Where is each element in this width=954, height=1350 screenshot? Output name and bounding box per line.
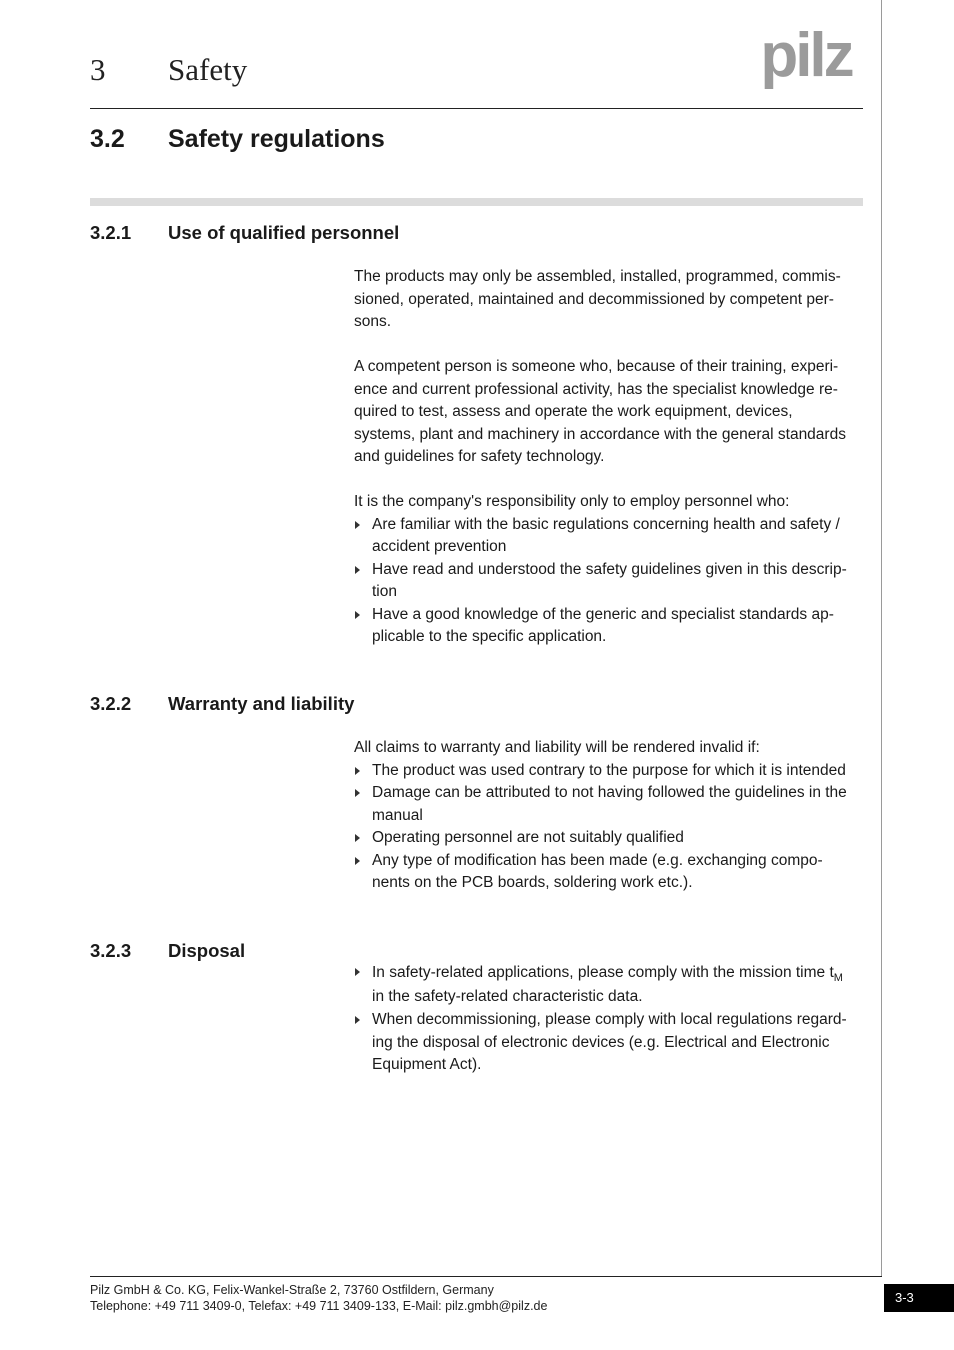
subsection-body-disposal [354,961,866,1077]
subsection-number: 3.2.3 [90,940,132,961]
subsection-title: Warranty and liability [168,693,355,714]
list-item: Damage can be attributed to not having followed the guidelines in the manual [354,782,866,827]
triangle-bullet-icon [355,834,360,842]
list-item: Have a good knowledge of the generic and specialist standards ap- plicable to the specific application. [354,604,866,649]
paragraph: All claims to warranty and liability will be rendered invalid if: [354,739,760,756]
list-item: Are familiar with the basic regulations concerning health and safety / accident prevention [354,514,866,559]
triangle-bullet-icon [355,767,360,775]
triangle-bullet-icon [355,1016,360,1024]
subsection-title: Disposal [168,940,246,961]
chapter-title: Safety [168,52,248,87]
list-item: Have read and understood the safety guidelines given in this descrip- tion [354,559,866,604]
triangle-bullet-icon [355,857,360,865]
list-item: In safety-related applications, please comply with the mission time $t_M$ in the safety-related characteristic data. [354,961,866,1009]
footer-contact: Telephone: +49 711 3409-0, Telefax: +49 711 3409-133, E-Mail: pilz.gmbh@pilz.de [90,1299,548,1313]
triangle-bullet-icon [355,611,360,619]
list-item: Operating personnel are not suitably qualified [354,827,866,850]
subsection-title: Use of qualified personnel [168,222,400,243]
page-edge-rule [881,0,882,1276]
subscript-m: M [833,972,843,984]
page-number: 3-3 [884,1284,954,1312]
subsection-number: 3.2.1 [90,222,132,243]
subsection-number: 3.2.2 [90,693,132,714]
logo-text: pilz [760,26,852,90]
paragraph: A competent person is someone who, because of their training, experi- ence and current professional activity, has the specialist knowledge re- quired to test, assess and operate the work equipment, devices, systems, plant and machinery in accordance with the general standards and guidelines for safety technology. [354,358,846,465]
triangle-bullet-icon [355,968,360,976]
list-item: Any type of modification has been made (e.g. exchanging compo- nents on the PCB boards, soldering work etc.). [354,850,866,895]
triangle-bullet-icon [355,521,360,529]
paragraph: It is the company's responsibility only to employ personnel who: [354,493,790,510]
header-rule [90,108,863,109]
footer-rule [90,1276,882,1277]
pilz-logo [748,26,864,94]
footer-address: Pilz GmbH & Co. KG, Felix-Wankel-Straße 2, 73760 Ostfildern, Germany [90,1283,494,1297]
section-number: 3.2 [90,125,125,153]
chapter-number: 3 [90,52,106,87]
triangle-bullet-icon [355,566,360,574]
subsection-body-warranty [354,737,866,895]
section-divider [90,198,863,206]
list-item: The product was used contrary to the purpose for which it is intended [354,760,866,783]
list-item: When decommissioning, please comply with local regulations regard- ing the disposal of electronic devices (e.g. Electrical and Electronic Equipment Act). [354,1009,866,1077]
subsection-body-personnel [354,266,866,649]
paragraph: The products may only be assembled, installed, programmed, commis- sioned, operated, maintained and decommissioned by competent per- sons. [354,268,841,330]
section-title: Safety regulations [168,125,385,153]
triangle-bullet-icon [355,789,360,797]
